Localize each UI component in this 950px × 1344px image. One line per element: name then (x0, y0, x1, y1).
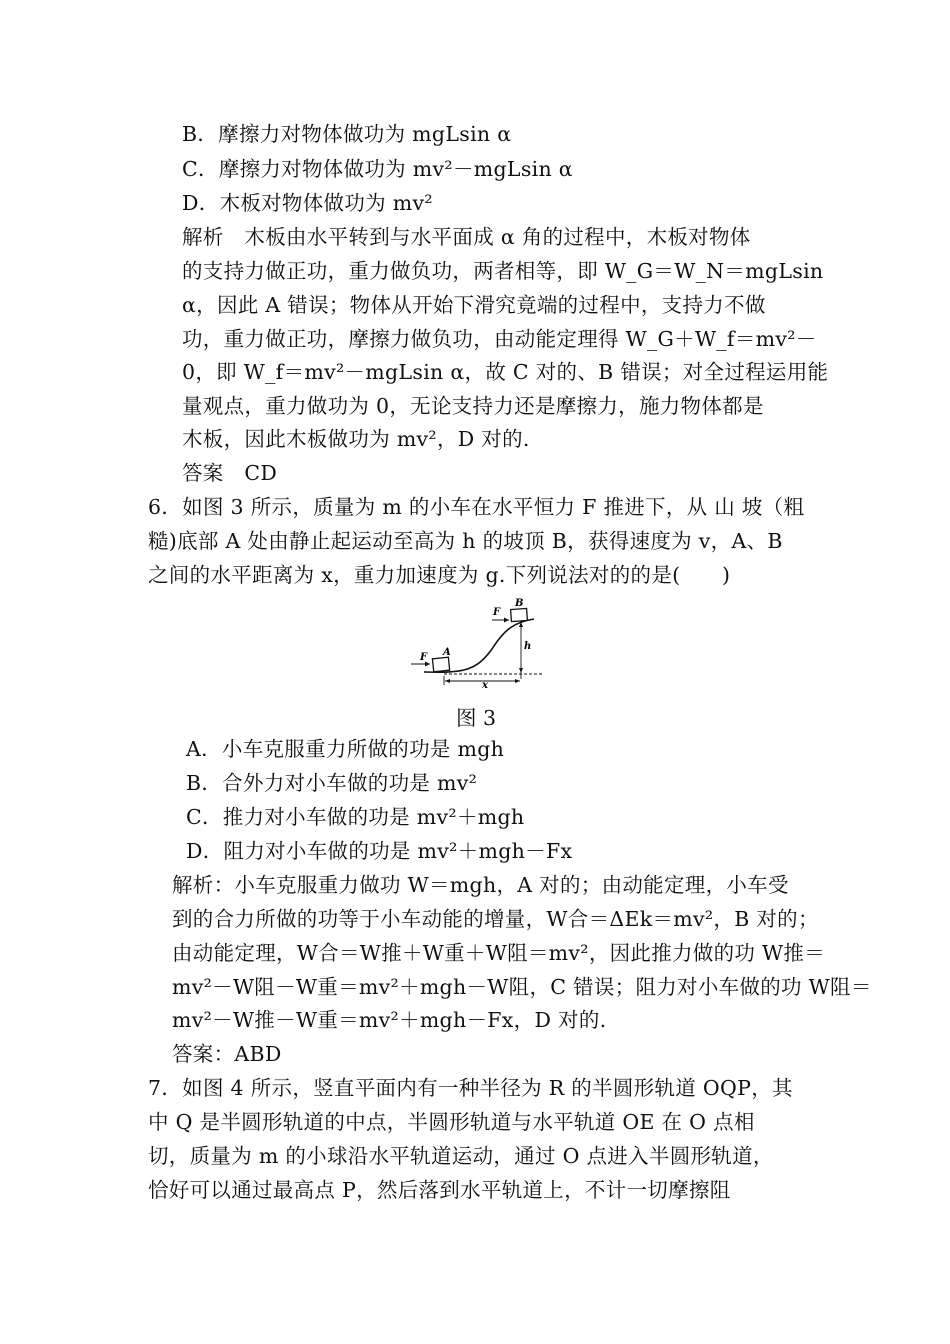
question-7-line-3: 切，质量为 m 的小球沿水平轨道运动，通过 O 点进入半圆形轨道， (148, 1144, 774, 1168)
solution-line-4: mv²－W阻－W重＝mv²＋mgh－W阻，C 错误；阻力对小车做的功 W阻＝ (172, 975, 872, 999)
question-7-line-4: 恰好可以通过最高点 P，然后落到水平轨道上，不计一切摩擦阻 (148, 1178, 731, 1202)
x-arrow-right (515, 679, 520, 683)
label-f-bottom: F (420, 652, 428, 663)
question-7-line-1: 7．如图 4 所示，竖直平面内有一种半径为 R 的半圆形轨道 OQP，其 (148, 1076, 793, 1100)
label-x: x (482, 680, 488, 689)
cart-at-b (511, 608, 528, 621)
option-a: A．小车克服重力所做的功是 mgh (186, 737, 505, 761)
solution-line-2: 到的合力所做的功等于小车动能的增量，W合＝ΔEk＝mv²，B 对的； (172, 907, 819, 931)
label-h: h (524, 641, 532, 652)
analysis-line-3: α，因此 A 错误；物体从开始下滑究竟端的过程中，支持力不做 (182, 293, 766, 317)
figure-caption: 图 3 (456, 706, 497, 730)
option-b-prev: B．摩擦力对物体做功为 mgLsin α (182, 122, 512, 146)
label-b: B (515, 598, 524, 609)
analysis-line-7: 木板，因此木板做功为 mv²，D 对的. (182, 427, 530, 451)
solution-line-3: 由动能定理，W合＝W推＋W重＋W阻＝mv²，因此推力做的功 W推＝ (172, 941, 826, 965)
solution-line-1: 解析：小车克服重力做功 W＝mgh，A 对的；由动能定理，小车受 (172, 873, 789, 897)
question-7-line-2: 中 Q 是半圆形轨道的中点，半圆形轨道与水平轨道 OE 在 O 点相 (148, 1110, 755, 1134)
option-c-prev: C．摩擦力对物体做功为 mv²－mgLsin α (182, 157, 573, 181)
answer-5: 答案 CD (182, 461, 278, 485)
analysis-line-2: 的支持力做正功，重力做负功，两者相等，即 W_G＝W_N＝mgLsin (182, 259, 824, 283)
question-6-line-3: 之间的水平距离为 x，重力加速度为 g.下列说法对的的是( ) (148, 563, 731, 587)
analysis-line-1: 解析 木板由水平转到与水平面成 α 角的过程中，木板对物体 (182, 225, 751, 249)
x-arrow-left (445, 679, 450, 683)
answer-6: 答案：ABD (172, 1042, 282, 1066)
question-6-line-1: 6．如图 3 所示，质量为 m 的小车在水平恒力 F 推进下，从 山 坡（粗 (148, 495, 805, 519)
force-arrowhead-top (504, 618, 509, 623)
label-a: A (443, 647, 451, 658)
solution-line-5: mv²－W推－W重＝mv²＋mgh－Fx，D 对的. (172, 1008, 607, 1032)
option-d: D．阻力对小车做的功是 mv²＋mgh－Fx (186, 839, 573, 863)
option-d-prev: D．木板对物体做功为 mv² (182, 191, 433, 215)
analysis-line-5: 0，即 W_f＝mv²－mgLsin α，故 C 对的、B 错误；对全过程运用能 (182, 360, 829, 384)
option-c: C．推力对小车做的功是 mv²＋mgh (186, 805, 525, 829)
analysis-line-6: 量观点，重力做功为 0，无论支持力还是摩擦力，施力物体都是 (182, 394, 764, 418)
label-f-top: F (493, 607, 501, 618)
question-6-line-2: 糙)底部 A 处由静止起运动至高为 h 的坡顶 B，获得速度为 v，A、B (148, 529, 783, 553)
height-arrow-bottom (519, 668, 523, 673)
analysis-line-4: 功，重力做正功，摩擦力做负功，由动能定理得 W_G＋W_f＝mv²－ (182, 327, 817, 351)
cart-at-a (432, 657, 449, 672)
slope-figure (408, 597, 548, 689)
option-b: B．合外力对小车做的功是 mv² (186, 771, 478, 795)
